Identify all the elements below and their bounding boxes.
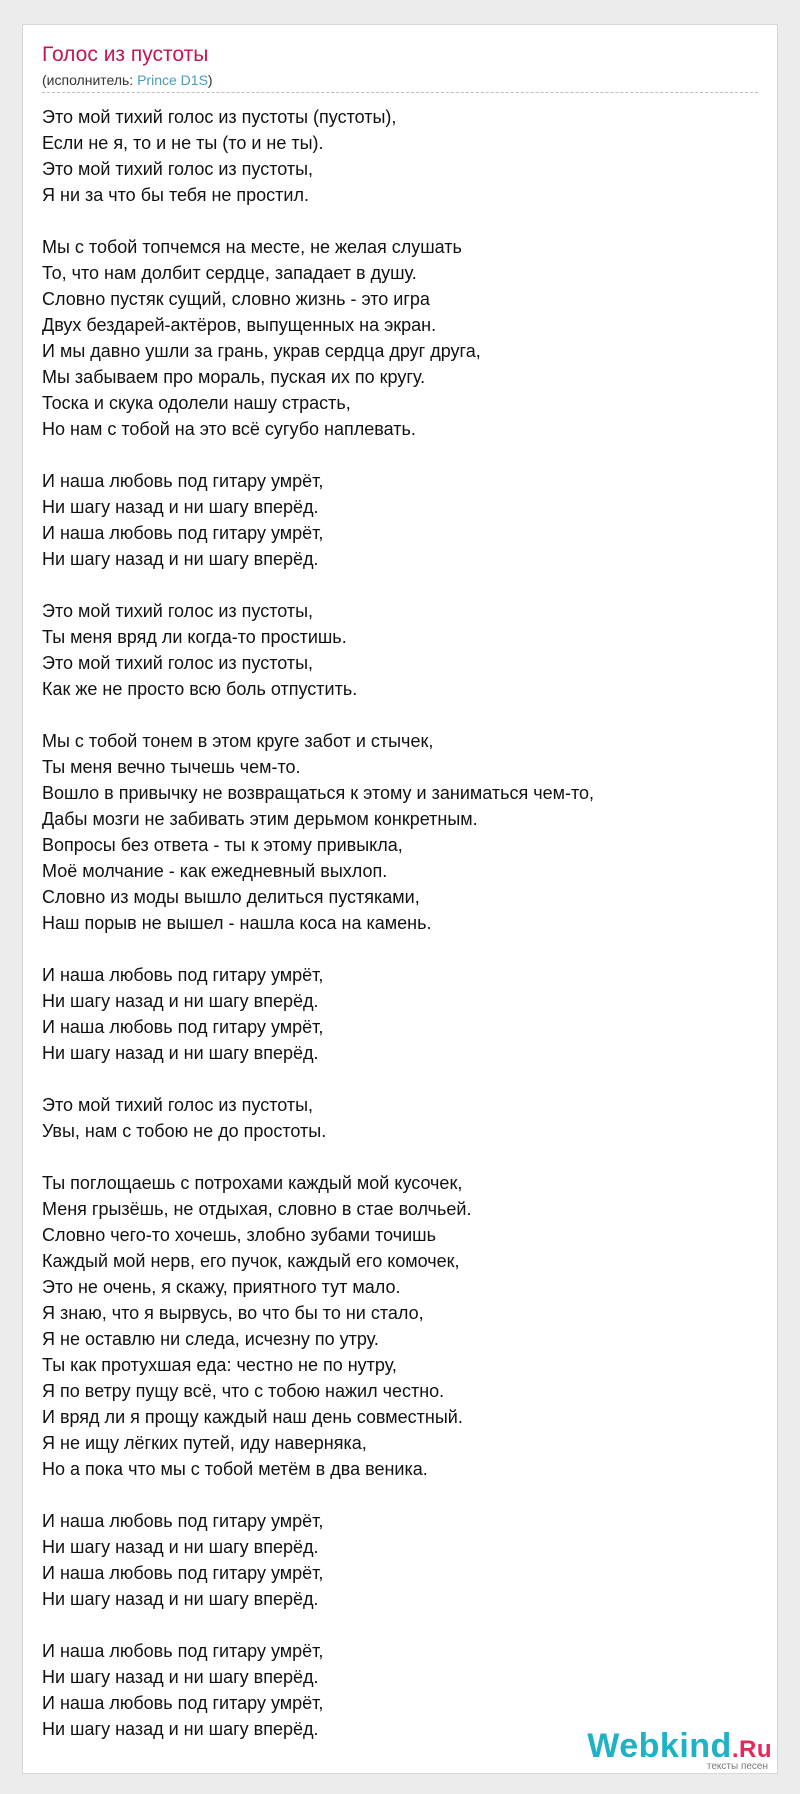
lyrics-line: Мы с тобой топчемся на месте, не желая слушать [42, 237, 462, 257]
lyrics-line: Меня грызёшь, не отдыхая, словно в стае волчьей. [42, 1199, 472, 1219]
lyrics-line: Ни шагу назад и ни шагу вперёд. [42, 1589, 319, 1609]
performer-link[interactable]: Prince D1S [137, 72, 208, 88]
lyrics-line: Ты как протухшая еда: честно не по нутру, [42, 1355, 397, 1375]
lyrics-line: И мы давно ушли за грань, украв сердца друг друга, [42, 341, 481, 361]
lyrics-line: Это мой тихий голос из пустоты (пустоты), [42, 107, 397, 127]
lyrics-line: Словно из моды вышло делиться пустяками, [42, 887, 420, 907]
lyrics-line: Я ни за что бы тебя не простил. [42, 185, 309, 205]
lyrics-stanza [42, 1508, 758, 1612]
lyrics-stanza [42, 728, 758, 936]
performer-line [42, 72, 213, 89]
song-title: Голос из пустоты [42, 43, 209, 66]
lyrics-line: И наша любовь под гитару умрёт, [42, 965, 324, 985]
lyrics-line: Ни шагу назад и ни шагу вперёд. [42, 549, 319, 569]
lyrics-line: Вопросы без ответа - ты к этому привыкла, [42, 835, 403, 855]
lyrics-line: И вряд ли я прощу каждый наш день совместный. [42, 1407, 463, 1427]
performer-prefix: (исполнитель: [42, 72, 138, 88]
lyrics-line: Если не я, то и не ты (то и не ты). [42, 133, 324, 153]
lyrics-line: Это мой тихий голос из пустоты, [42, 653, 314, 673]
logo-tagline: тексты песен [706, 1761, 768, 1772]
lyrics-line: То, что нам долбит сердце, западает в душу. [42, 263, 417, 283]
lyrics-stanza [42, 468, 758, 572]
lyrics-line: Наш порыв не вышел - нашла коса на камень. [42, 913, 432, 933]
lyrics-line: И наша любовь под гитару умрёт, [42, 1641, 324, 1661]
lyrics-line: Это не очень, я скажу, приятного тут мало. [42, 1277, 401, 1297]
lyrics-line: Ни шагу назад и ни шагу вперёд. [42, 1667, 319, 1687]
lyrics-line: И наша любовь под гитару умрёт, [42, 1563, 324, 1583]
lyrics-line: Ты меня вечно тычешь чем-то. [42, 757, 301, 777]
lyrics-stanza [42, 1170, 758, 1482]
lyrics-line: Моё молчание - как ежедневный выхлоп. [42, 861, 388, 881]
lyrics-line: Я не ищу лёгких путей, иду наверняка, [42, 1433, 367, 1453]
lyrics-stanza [42, 234, 758, 442]
lyrics-line: И наша любовь под гитару умрёт, [42, 471, 324, 491]
lyrics-line: Я не оставлю ни следа, исчезну по утру. [42, 1329, 379, 1349]
lyrics-line: Ни шагу назад и ни шагу вперёд. [42, 497, 319, 517]
title-divider [42, 92, 758, 93]
lyrics-line: И наша любовь под гитару умрёт, [42, 1017, 324, 1037]
lyrics-text [42, 104, 758, 1768]
lyrics-line: Это мой тихий голос из пустоты, [42, 601, 314, 621]
lyrics-line: Словно пустяк сущий, словно жизнь - это игра [42, 289, 430, 309]
logo-wordmark [587, 1729, 772, 1763]
lyrics-line: Увы, нам с тобою не до простоты. [42, 1121, 327, 1141]
lyrics-line: Я знаю, что я вырвусь, во что бы то ни стало, [42, 1303, 424, 1323]
lyrics-stanza [42, 598, 758, 702]
lyrics-line: Словно чего-то хочешь, злобно зубами точишь [42, 1225, 436, 1245]
lyrics-line: И наша любовь под гитару умрёт, [42, 1693, 324, 1713]
lyrics-line: Дабы мозги не забивать этим дерьмом конкретным. [42, 809, 478, 829]
logo-name: Webkind [587, 1727, 732, 1765]
lyrics-line: И наша любовь под гитару умрёт, [42, 523, 324, 543]
lyrics-line: Ни шагу назад и ни шагу вперёд. [42, 991, 319, 1011]
lyrics-line: Мы с тобой тонем в этом круге забот и стычек, [42, 731, 434, 751]
lyrics-line: Это мой тихий голос из пустоты, [42, 1095, 314, 1115]
performer-suffix: ) [207, 72, 213, 88]
lyrics-line: Вошло в привычку не возвращаться к этому и заниматься чем-то, [42, 783, 595, 803]
lyrics-line: Ты меня вряд ли когда-то простишь. [42, 627, 347, 647]
lyrics-line: Но а пока что мы с тобой метём в два веника. [42, 1459, 428, 1479]
lyrics-line: Мы забываем про мораль, пуская их по кругу. [42, 367, 426, 387]
lyrics-stanza [42, 962, 758, 1066]
logo-tld: .Ru [731, 1736, 772, 1763]
lyrics-line: Ни шагу назад и ни шагу вперёд. [42, 1043, 319, 1063]
lyrics-line: Ни шагу назад и ни шагу вперёд. [42, 1719, 319, 1739]
lyrics-line: Я по ветру пущу всё, что с тобою нажил честно. [42, 1381, 445, 1401]
lyrics-line: Ты поглощаешь с потрохами каждый мой кусочек, [42, 1173, 463, 1193]
lyrics-line: Тоска и скука одолели нашу страсть, [42, 393, 351, 413]
site-logo[interactable] [587, 1729, 772, 1772]
lyrics-line: Ни шагу назад и ни шагу вперёд. [42, 1537, 319, 1557]
lyrics-line: Это мой тихий голос из пустоты, [42, 159, 314, 179]
lyrics-line: Каждый мой нерв, его пучок, каждый его комочек, [42, 1251, 460, 1271]
lyrics-stanza [42, 1092, 758, 1144]
lyrics-line: И наша любовь под гитару умрёт, [42, 1511, 324, 1531]
lyrics-stanza [42, 104, 758, 208]
lyrics-line: Двух бездарей-актёров, выпущенных на экран. [42, 315, 437, 335]
lyrics-line: Но нам с тобой на это всё сугубо наплевать. [42, 419, 416, 439]
lyrics-line: Как же не просто всю боль отпустить. [42, 679, 358, 699]
